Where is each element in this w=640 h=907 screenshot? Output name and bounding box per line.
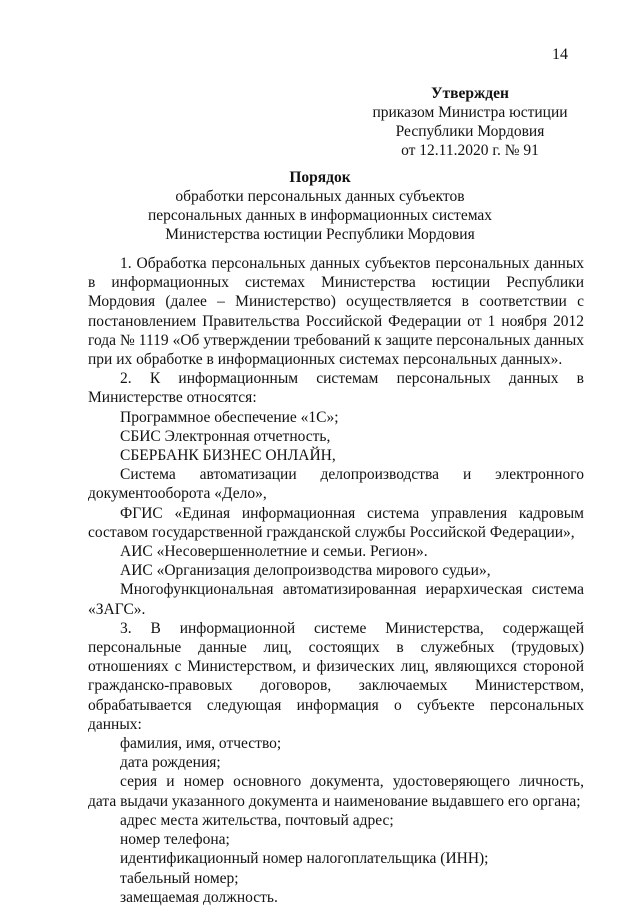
field-item: табельный номер; <box>120 869 239 887</box>
field-item: идентификационный номер налогоплательщика (ИНН); <box>120 850 489 868</box>
page-number: 14 <box>552 46 568 63</box>
field-item: серия и номер основного документа, удостоверяющего личность, дата выдачи указанного документа и наименование выдавшего его органа; <box>88 773 584 810</box>
system-item: АИС «Несовершеннолетние и семьи. Регион». <box>120 543 428 561</box>
system-item: ФГИС «Единая информационная система управления кадровым составом государственной гражданской службы Российской Федерации», <box>88 504 584 541</box>
field-item: дата рождения; <box>120 754 221 772</box>
field-item: номер телефона; <box>120 831 230 849</box>
field-item: фамилия, имя, отчество; <box>120 735 282 753</box>
approval-date: от 12.11.2020 г. № 91 <box>401 142 539 159</box>
paragraph-1: 1. Обработка персональных данных субъектов персональных данных в информационных системах Министерства юстиции Республики Мордовия (далее – Министерство) осуществляется в соответствии с постановлением Правительства Российской Федерации от 1 ноября 2012 года № 1119 «Об утверждении требований к защите персональных данных при их обработке в информационных системах персональных данных». <box>88 255 584 369</box>
field-item: замещаемая должность. <box>120 888 278 906</box>
paragraph-3: 3. В информационной системе Министерства, содержащей персональные данные лиц, состоящих в служебных (трудовых) отношениях с Министерством, и физических лиц, являющихся стороной гражданско-правовых договоров, заключаемых Министерством, обрабатывается следующая информация о субъекте персональных данных: <box>88 619 584 733</box>
system-item: Система автоматизации делопроизводства и электронного документооборота «Дело», <box>88 466 584 503</box>
document-title: Порядок <box>289 169 351 186</box>
approval-line: Республики Мордовия <box>395 123 545 140</box>
paragraph-2: 2. К информационным системам персональных данных в Министерстве относятся: <box>88 370 584 407</box>
approval-stamp <box>355 84 585 160</box>
system-item: АИС «Организация делопроизводства мирового судьи», <box>120 562 491 580</box>
system-item: Многофункциональная автоматизированная иерархическая система «ЗАГС». <box>88 581 584 618</box>
document-subtitle-line: персональных данных в информационных системах <box>147 207 493 224</box>
system-item: Программное обеспечение «1С»; <box>120 408 339 426</box>
approval-line: приказом Министра юстиции <box>372 104 568 121</box>
document-heading <box>80 168 560 244</box>
document-subtitle-line: Министерства юстиции Республики Мордовия <box>165 226 475 243</box>
document-subtitle-line: обработки персональных данных субъектов <box>175 188 465 205</box>
field-item: адрес места жительства, почтовый адрес; <box>120 811 394 829</box>
system-item: СБИС Электронная отчетность, <box>120 427 331 445</box>
system-item: СБЕРБАНК БИЗНЕС ОНЛАЙН, <box>120 447 336 465</box>
document-body <box>88 254 584 907</box>
approval-title: Утвержден <box>431 85 509 102</box>
